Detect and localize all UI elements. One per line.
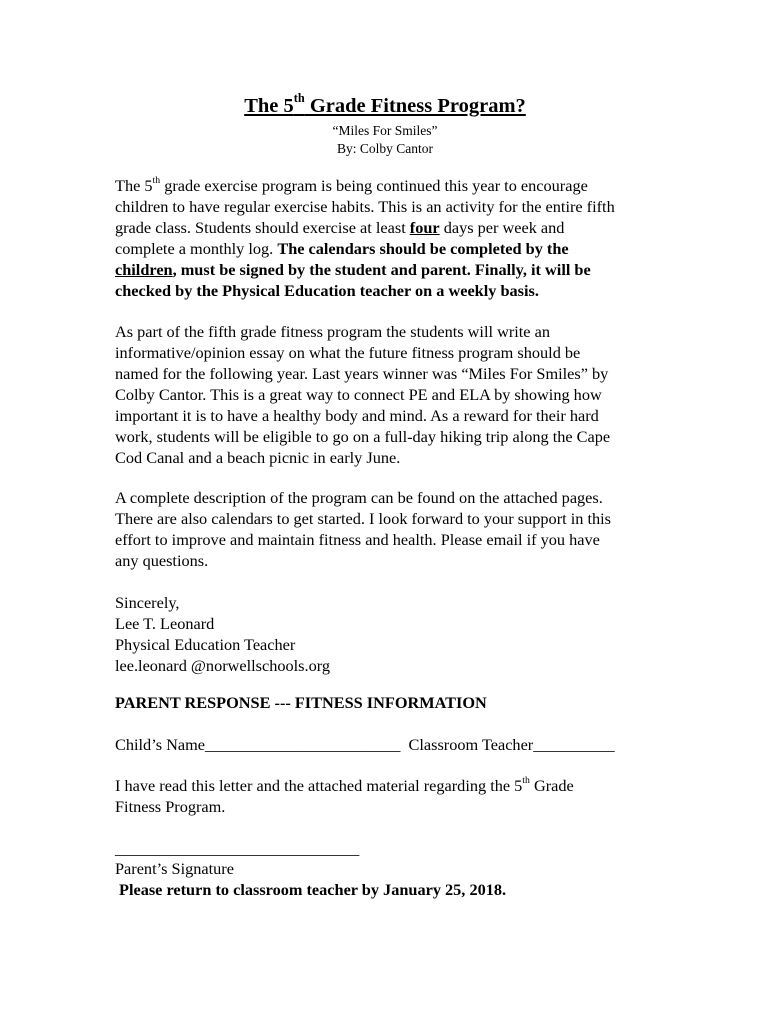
intro-l1-pre: The 5: [115, 176, 153, 195]
description-line: A complete description of the program can be found on the attached pages.: [115, 488, 603, 507]
essay-line: As part of the fifth grade fitness program the students will write an: [115, 322, 550, 341]
intro-line-3: [115, 217, 675, 238]
acknowledgement-text: [115, 775, 675, 817]
intro-l4-bold: The calendars should be completed by the: [277, 239, 569, 258]
essay-line: named for the following year. Last years winner was “Miles For Smiles” by: [115, 364, 609, 383]
parent-response-heading: PARENT RESPONSE --- FITNESS INFORMATION: [115, 693, 487, 712]
intro-l3-post: days per week and: [439, 218, 565, 237]
classroom-teacher-label: Classroom Teacher: [408, 735, 534, 754]
child-name-field[interactable]: ________________________: [205, 735, 401, 754]
signer-role: Physical Education Teacher: [115, 635, 296, 654]
intro-paragraph: [115, 175, 675, 301]
essay-line: work, students will be eligible to go on a full-day hiking trip along the Cape: [115, 427, 611, 446]
intro-l5-bold: , must be signed by the student and parent. Finally, it will be: [172, 260, 591, 279]
parent-signature-field[interactable]: ______________________________: [115, 839, 360, 858]
essay-line: important it is to have a healthy body and mind. As a reward for their hard: [115, 406, 599, 425]
return-deadline-note: Please return to classroom teacher by January 25, 2018.: [119, 880, 507, 899]
intro-line-6: checked by the Physical Education teacher on a weekly basis.: [115, 281, 539, 300]
ack-sup: th: [522, 775, 530, 787]
child-name-row: [115, 734, 615, 755]
intro-line-1: [115, 175, 675, 196]
intro-line-5: [115, 259, 675, 280]
title-pre: The 5: [244, 95, 294, 117]
ack-post: Grade: [529, 776, 574, 795]
intro-children-emphasis: children: [115, 260, 173, 279]
description-line: There are also calendars to get started. I look forward to your support in this: [115, 509, 611, 528]
essay-line: Cod Canal and a beach picnic in early June.: [115, 448, 401, 467]
page-title: [0, 93, 770, 119]
essay-paragraph: [115, 321, 675, 468]
intro-line-4: [115, 238, 675, 259]
closing-block: [115, 592, 675, 676]
salutation: Sincerely,: [115, 593, 180, 612]
ack-pre: I have read this letter and the attached material regarding the 5: [115, 776, 523, 795]
signer-name: Lee T. Leonard: [115, 614, 215, 633]
child-name-label: Child’s Name: [115, 735, 205, 754]
essay-line: informative/opinion essay on what the future fitness program should be: [115, 343, 581, 362]
ack-line-2: Fitness Program.: [115, 797, 226, 816]
classroom-teacher-field[interactable]: __________: [533, 735, 615, 754]
description-line: any questions.: [115, 551, 209, 570]
title-post: Grade Fitness Program?: [304, 95, 526, 117]
title-text: [244, 91, 526, 117]
intro-line-2: children to have regular exercise habits. This is an activity for the entire fifth: [115, 197, 615, 216]
parent-signature-label: Parent’s Signature: [115, 859, 234, 878]
intro-l4-pre: complete a monthly log.: [115, 239, 278, 258]
title-superscript: th: [293, 91, 305, 106]
intro-l1-sup: th: [152, 175, 161, 187]
intro-l3-pre: grade class. Students should exercise at least: [115, 218, 410, 237]
byline: By: Colby Cantor: [336, 141, 433, 156]
description-paragraph: [115, 487, 675, 571]
ack-line-1: [115, 775, 675, 796]
program-subtitle: “Miles For Smiles”: [332, 123, 438, 138]
essay-line: Colby Cantor. This is a great way to connect PE and ELA by showing how: [115, 385, 602, 404]
intro-l1-post: grade exercise program is being continued this year to encourage: [160, 176, 588, 195]
contact-email: lee.leonard @norwellschools.org: [115, 656, 330, 675]
intro-four-emphasis: four: [409, 218, 440, 237]
description-line: effort to improve and maintain fitness and health. Please email if you have: [115, 530, 600, 549]
